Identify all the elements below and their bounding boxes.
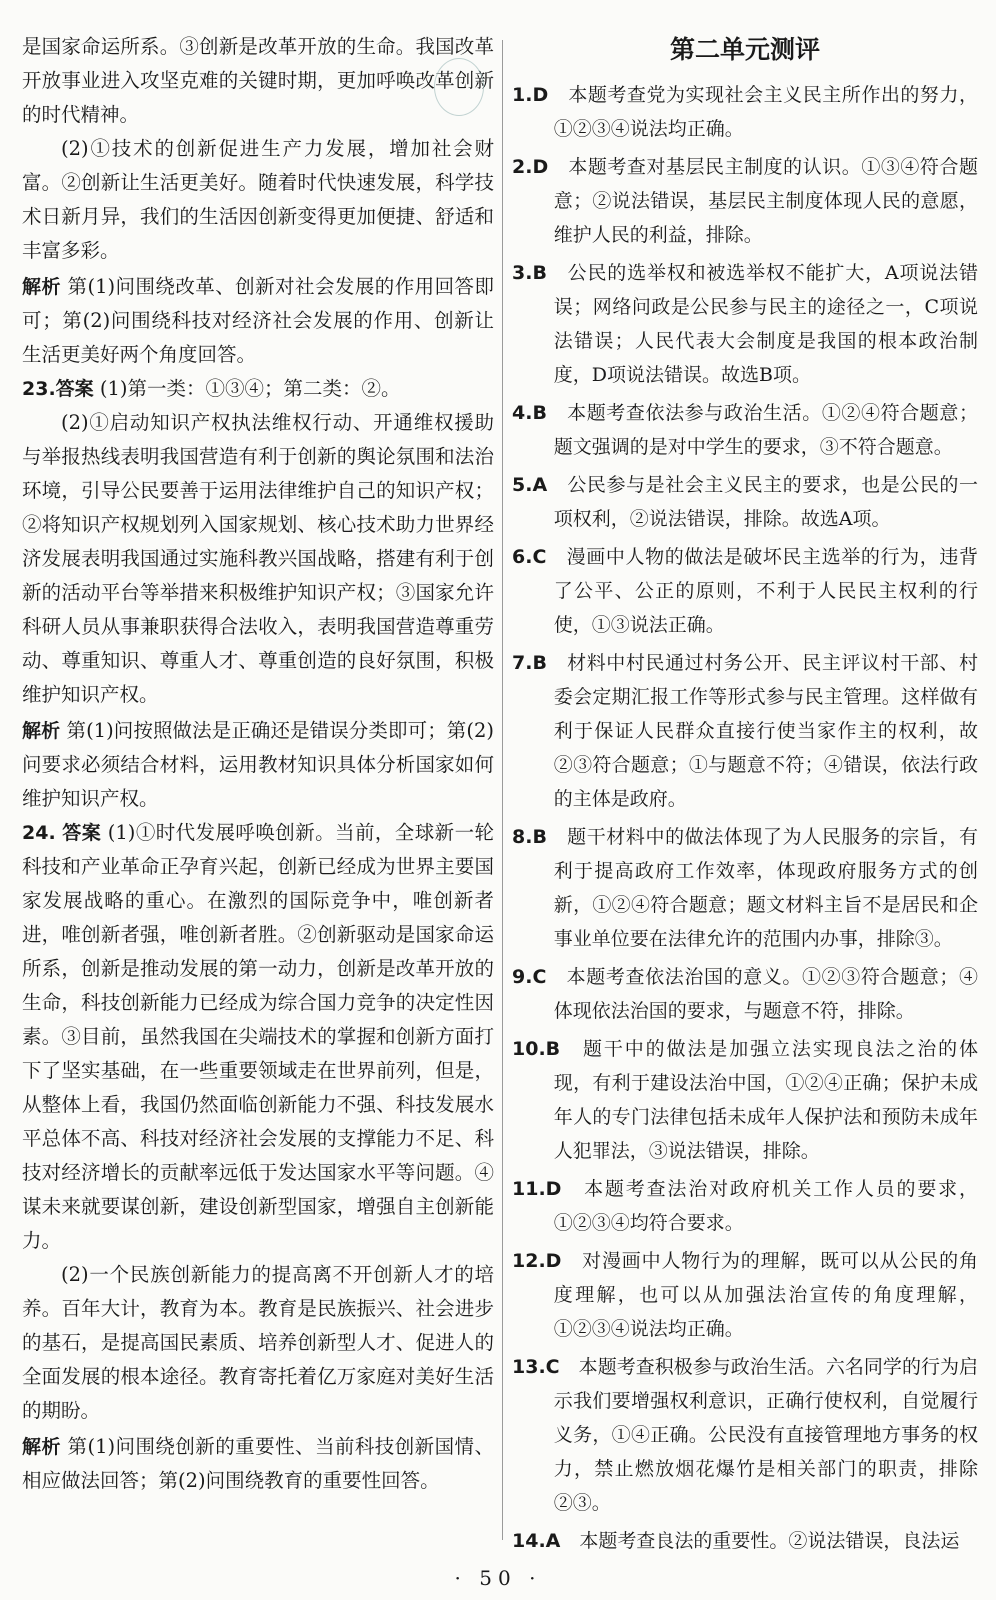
right-column (512, 30, 978, 1562)
answer-choice: D (532, 84, 549, 106)
answer-number: 14. (512, 1530, 546, 1552)
q24-part1: (1)①时代发展呼唤创新。当前，全球新一轮科技和产业革命正孕育兴起，创新已经成为世界主要国家发展战略的重心。在激烈的国际竞争中，唯创新者进，唯创新者强，唯创新者胜。②创新驱动是国家命运所系，创新是推动发展的第一动力，创新是改革开放的生命，科技创新能力已经成为综合国力竞争的决定性因素。③目前，虽然我国在尖端技术的掌握和创新方面打下了坚实基础，在一些重要领域走在世界前列，但是，从整体上看，我国仍然面临创新能力不强、科技发展水平总体不高、科技对经济社会发展的支撑能力不足、科技对经济增长的贡献率远低于发达国家水平等问题。④谋未来就要谋创新，建设创新型国家，增强自主创新能力。 (22, 821, 494, 1252)
answer-explanation: 本题考查对基层民主制度的认识。①③④符合题意；②说法错误，基层民主制度体现人民的意愿，维护人民的利益，排除。 (553, 156, 978, 246)
section-title: 第二单元测评 (669, 35, 820, 64)
answer-number: 12. (512, 1250, 546, 1272)
question-number: 24. (22, 822, 56, 844)
answer-choice: C (532, 546, 547, 568)
answer-item (512, 256, 978, 392)
question-number: 23. (22, 378, 56, 400)
q24-analysis (22, 1430, 494, 1498)
answer-number: 5. (512, 474, 533, 496)
answer-explanation: 公民的选举权和被选举权不能扩大，A项说法错误；网络问政是公民参与民主的途径之一，C项说法错误；人民代表大会制度是我国的根本政治制度，D项说法错误。故选B项。 (553, 262, 978, 386)
answer-explanation: 本题考查依法参与政治生活。①②④符合题意；题文强调的是对中学生的要求，③不符合题意。 (553, 402, 978, 458)
question-23 (22, 372, 494, 406)
answer-item (512, 1244, 978, 1346)
answer-item (512, 1172, 978, 1240)
page-number: · 50 · (454, 1566, 542, 1590)
answer-item (512, 150, 978, 252)
answer-choice: B (532, 402, 547, 424)
q22-analysis (22, 270, 494, 372)
answer-number: 9. (512, 966, 533, 988)
answer-number: 1. (512, 84, 533, 106)
answer-number: 6. (512, 546, 533, 568)
answer-choice: A (545, 1530, 561, 1552)
answer-item (512, 1524, 978, 1558)
answer-number: 13. (512, 1356, 546, 1378)
answer-item (512, 540, 978, 642)
answer-choice: D (545, 1250, 562, 1272)
answer-item (512, 78, 978, 146)
answer-explanation: 公民参与是社会主义民主的要求，也是公民的一项权利，②说法错误，排除。故选A项。 (553, 474, 978, 530)
answer-choice: A (532, 474, 548, 496)
answer-label: 答案 (55, 378, 94, 400)
answer-list (512, 78, 978, 1558)
answer-number: 8. (512, 826, 533, 848)
answer-label: 答案 (62, 822, 102, 844)
answer-explanation: 题干材料中的做法体现了为人民服务的宗旨，有利于提高政府工作效率，体现政府服务方式的创新，①②④符合题意；题文材料主旨不是居民和企事业单位要在法律允许的范围内办事，排除③。 (553, 826, 978, 950)
answer-explanation: 本题考查积极参与政治生活。六名同学的行为启示我们要增强权利意识，正确行使权利，自觉履行义务，①④正确。公民没有直接管理地方事务的权力，禁止燃放烟花爆竹是相关部门的职责，排除②③。 (553, 1356, 978, 1514)
left-column (22, 30, 494, 1498)
answer-explanation: 漫画中人物的做法是破坏民主选举的行为，违背了公平、公正的原则，不利于人民民主权利的行使，①③说法正确。 (553, 546, 978, 636)
answer-item (512, 646, 978, 816)
answer-item (512, 396, 978, 464)
answer-item (512, 468, 978, 536)
answer-item (512, 1032, 978, 1168)
answer-item (512, 1350, 978, 1520)
answer-choice: B (532, 262, 547, 284)
answer-choice: B (532, 652, 547, 674)
answer-number: 2. (512, 156, 533, 178)
answer-choice: B (532, 826, 547, 848)
q23-part1: (1)第一类：①③④；第二类：②。 (99, 377, 401, 400)
analysis-label: 解析 (22, 720, 61, 742)
answer-number: 11. (512, 1178, 546, 1200)
answer-number: 3. (512, 262, 533, 284)
q22-answer-part2: (2)①技术的创新促进生产力发展，增加社会财富。②创新让生活更美好。随着时代快速发展，科学技术日新月异，我们的生活因创新变得更加便捷、舒适和丰富多彩。 (22, 137, 494, 262)
answer-item (512, 960, 978, 1028)
answer-explanation: 本题考查良法的重要性。②说法错误，良法运 (579, 1530, 960, 1552)
answer-explanation: 本题考查依法治国的意义。①②③符合题意；④体现依法治国的要求，与题意不符，排除。 (553, 966, 978, 1022)
question-24 (22, 816, 494, 1258)
analysis-text: 第(1)问围绕创新的重要性、当前科技创新国情、相应做法回答；第(2)问围绕教育的重要性回答。 (22, 1435, 494, 1492)
q24-part2: (2)一个民族创新能力的提高离不开创新人才的培养。百年大计，教育为本。教育是民族振兴、社会进步的基石，是提高国民素质、培养创新型人才、促进人的全面发展的根本途径。教育寄托着亿万家庭对美好生活的期盼。 (22, 1263, 494, 1422)
answer-item (512, 820, 978, 956)
answer-choice: D (545, 1178, 562, 1200)
answer-explanation: 材料中村民通过村务公开、民主评议村干部、村委会定期汇报工作等形式参与民主管理。这样做有利于保证人民群众直接行使当家作主的权利，故②③符合题意；①与题意不符；④错误，依法行政的主体是政府。 (553, 652, 978, 810)
analysis-label: 解析 (22, 276, 61, 298)
answer-number: 10. (512, 1038, 546, 1060)
q22-answer-cont: 是国家命运所系。③创新是改革开放的生命。我国改革开放事业进入攻坚克难的关键时期，更加呼唤改革创新的时代精神。 (22, 35, 494, 126)
answer-number: 7. (512, 652, 533, 674)
answer-number: 4. (512, 402, 533, 424)
analysis-text: 第(1)问按照做法是正确还是错误分类即可；第(2)问要求必须结合材料，运用教材知识具体分析国家如何维护知识产权。 (22, 719, 494, 810)
answer-choice: B (545, 1038, 561, 1060)
column-divider (502, 40, 503, 1540)
answer-explanation: 本题考查党为实现社会主义民主所作出的努力，①②③④说法均正确。 (553, 84, 978, 140)
q23-analysis (22, 714, 494, 816)
answer-explanation: 本题考查法治对政府机关工作人员的要求，①②③④均符合要求。 (553, 1178, 978, 1234)
analysis-text: 第(1)问围绕改革、创新对社会发展的作用回答即可；第(2)问围绕科技对经济社会发展的作用、创新让生活更美好两个角度回答。 (22, 275, 494, 366)
answer-explanation: 对漫画中人物行为的理解，既可以从公民的角度理解，也可以从加强法治宣传的角度理解，①②③④说法均正确。 (553, 1250, 978, 1340)
answer-choice: C (545, 1356, 560, 1378)
stamp-mark (434, 58, 484, 116)
analysis-label: 解析 (22, 1436, 61, 1458)
answer-choice: D (532, 156, 549, 178)
answer-explanation: 题干中的做法是加强立法实现良法之治的体现，有利于建设法治中国，①②④正确；保护未成年人的专门法律包括未成年人保护法和预防未成年人犯罪法，③说法错误，排除。 (553, 1038, 978, 1162)
q23-part2: (2)①启动知识产权执法维权行动、开通维权援助与举报热线表明我国营造有利于创新的舆论氛围和法治环境，引导公民要善于运用法律维护自己的知识产权；②将知识产权规划列入国家规划、核心技术助力世界经济发展表明我国通过实施科教兴国战略，搭建有利于创新的活动平台等举措来积极维护知识产权；③国家允许科研人员从事兼职获得合法收入，表明我国营造尊重劳动、尊重知识、尊重人才、尊重创造的良好氛围，积极维护知识产权。 (22, 411, 494, 706)
answer-choice: C (532, 966, 547, 988)
